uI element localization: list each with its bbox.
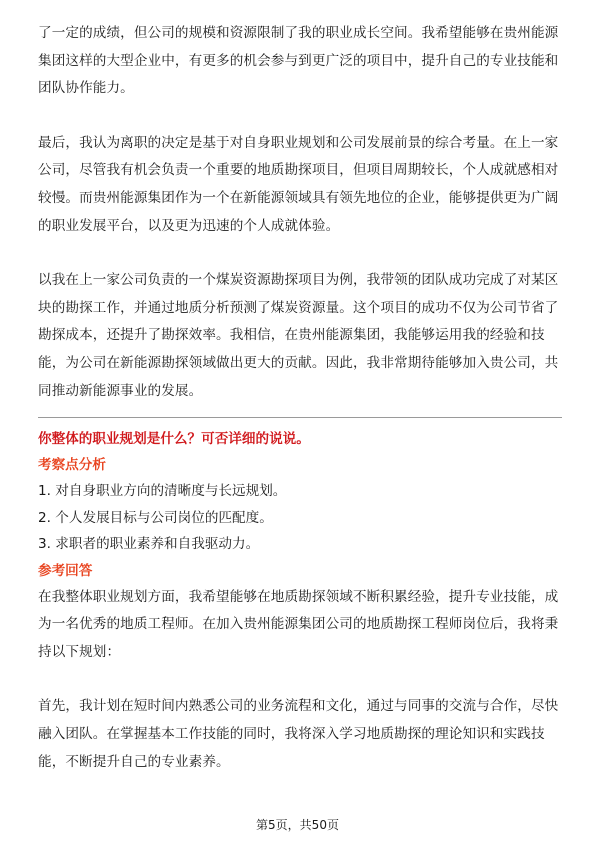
- answer-paragraph: 在我整体职业规划方面，我希望能够在地质勘探领域不断积累经验，提升专业技能，成为一名优秀的地质工程师。在加入贵州能源集团公司的地质勘探工程师岗位后，我将秉持以下规划：: [38, 588, 559, 660]
- answer-paragraph: 首先，我计划在短时间内熟悉公司的业务流程和文化，通过与同事的交流与合作，尽快融入团队。在掌握基本工作技能的同时，我将深入学习地质勘探的理论知识和实践技能，不断提升自己的专业素养。: [38, 698, 559, 770]
- analysis-item: 3. 求职者的职业素养和自我驱动力。: [38, 536, 260, 553]
- paragraph-gap: [38, 666, 562, 693]
- answer-heading: 参考回答: [38, 562, 93, 579]
- paragraph-gap: [38, 103, 562, 130]
- paragraph-gap: [38, 240, 562, 267]
- analysis-item: 2. 个人发展目标与公司岗位的匹配度。: [38, 509, 273, 526]
- question-title: 你整体的职业规划是什么？可否详细的说说。: [38, 431, 310, 448]
- page-footer: 第5页，共50页: [256, 818, 339, 832]
- analysis-heading: 考察点分析: [38, 457, 106, 474]
- body-paragraph: 了一定的成绩，但公司的规模和资源限制了我的职业成长空间。我希望能够在贵州能源集团这样的大型企业中，有更多的机会参与到更广泛的项目中，提升自己的专业技能和团队协作能力。: [38, 25, 559, 97]
- body-paragraph: 最后，我认为离职的决定是基于对自身职业规划和公司发展前景的综合考量。在上一家公司，尽管我有机会负责一个重要的地质勘探项目，但项目周期较长，个人成就感相对较慢。而贵州能源集团作为一个在新能源领域具有领先地位的企业，能够提供更为广阔的职业发展平台，以及更为迅速的个人成就体验。: [38, 134, 559, 234]
- document-page: [38, 20, 562, 776]
- analysis-item: 1. 对自身职业方向的清晰度与长远规划。: [38, 483, 287, 500]
- section-divider: [38, 417, 562, 418]
- body-paragraph: 以我在上一家公司负责的一个煤炭资源勘探项目为例，我带领的团队成功完成了对某区块的勘探工作，并通过地质分析预测了煤炭资源量。这个项目的成功不仅为公司节省了勘探成本，还提升了勘探效率。我相信，在贵州能源集团，我能够运用我的经验和技能，为公司在新能源勘探领域做出更大的贡献。因此，我非常期待能够加入贵公司，共同推动新能源事业的发展。: [38, 272, 559, 399]
